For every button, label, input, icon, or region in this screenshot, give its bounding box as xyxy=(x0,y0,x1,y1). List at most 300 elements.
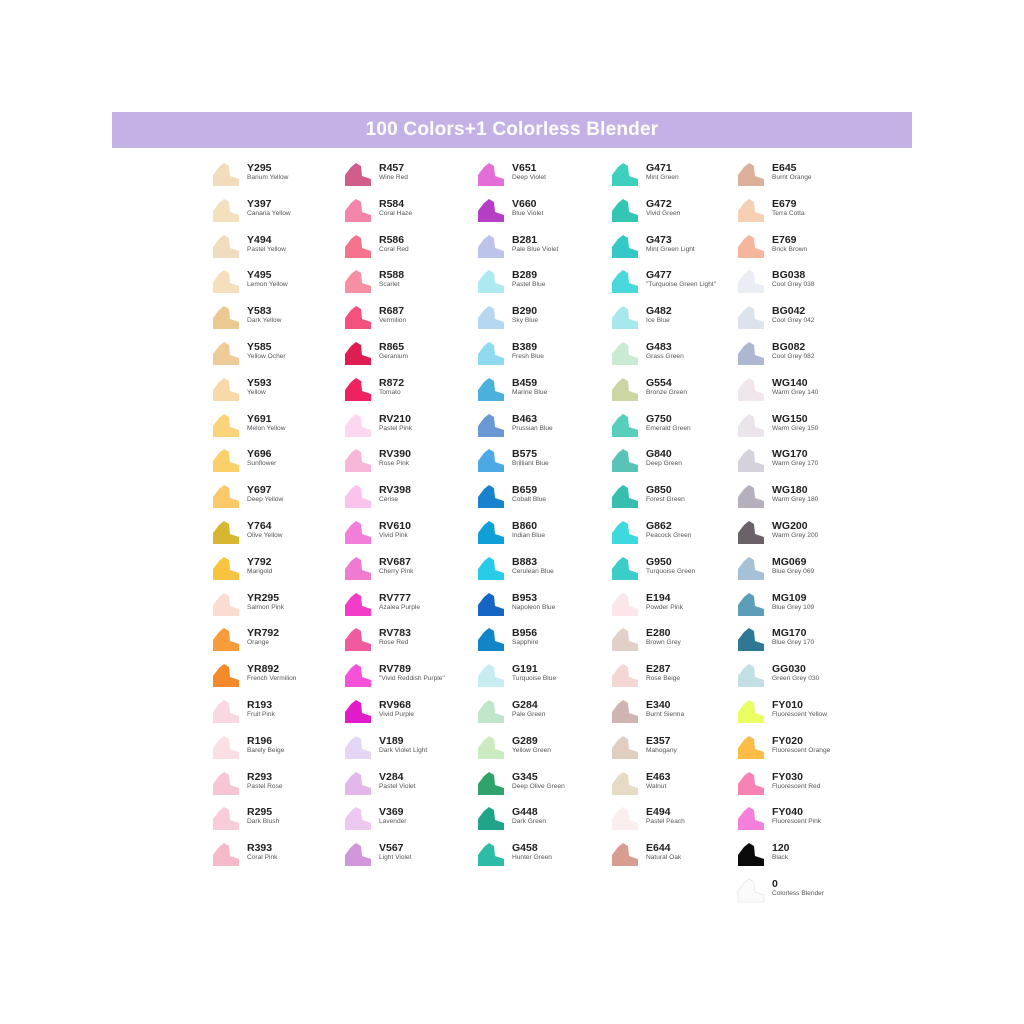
color-name: Turquoise Blue xyxy=(512,675,557,683)
marker-tip-icon xyxy=(477,484,505,510)
color-code: E463 xyxy=(646,770,671,783)
marker-tip-icon xyxy=(611,842,639,868)
color-code: Y792 xyxy=(247,555,272,568)
marker-tip-icon xyxy=(477,663,505,689)
color-code: R393 xyxy=(247,842,273,855)
marker-tip-icon xyxy=(212,663,240,689)
color-name: Natural Oak xyxy=(646,854,682,862)
color-code: R872 xyxy=(379,376,405,389)
color-name: Deep Violet xyxy=(512,174,546,181)
marker-tip-icon xyxy=(611,162,639,188)
marker-tip-icon xyxy=(611,735,639,761)
color-code: E679 xyxy=(772,197,797,210)
color-name: Pastel Blue xyxy=(512,281,546,289)
color-name: Hunter Green xyxy=(512,854,552,862)
color-name: Vermilion xyxy=(379,317,407,325)
color-name: Fluorescent Orange xyxy=(772,746,831,754)
marker-tip-icon xyxy=(212,771,240,797)
marker-tip-icon xyxy=(477,448,505,474)
color-name: Dark Violet Light xyxy=(379,746,428,754)
color-code: G554 xyxy=(646,376,672,389)
color-code: Y691 xyxy=(247,412,272,425)
marker-tip-icon xyxy=(212,162,240,188)
marker-tip-icon xyxy=(611,341,639,367)
color-name: Rose Beige xyxy=(646,675,681,683)
marker-tip-icon xyxy=(477,269,505,295)
color-name: Brown Grey xyxy=(646,639,681,647)
color-name: Vivid Green xyxy=(646,209,681,217)
marker-tip-icon xyxy=(212,234,240,260)
marker-tip-icon xyxy=(344,520,372,546)
color-code: B953 xyxy=(512,591,538,604)
color-name: Colorless Blender xyxy=(772,890,825,897)
color-code: V567 xyxy=(379,842,404,855)
color-name: Barium Yellow xyxy=(247,174,289,181)
color-code: B463 xyxy=(512,412,538,425)
color-name: Marine Blue xyxy=(512,388,548,396)
header-banner xyxy=(112,112,912,148)
color-name: Orange xyxy=(247,639,269,647)
color-name: Blue Grey 109 xyxy=(772,603,815,611)
marker-tip-icon xyxy=(477,699,505,725)
color-code: RV398 xyxy=(379,484,411,497)
color-name: Warm Grey 200 xyxy=(772,532,819,539)
color-code: G284 xyxy=(512,699,538,711)
color-code: G191 xyxy=(512,663,538,676)
color-name: Vivid Purple xyxy=(379,711,415,718)
color-code: FY030 xyxy=(772,770,803,783)
color-swatch xyxy=(737,735,937,765)
color-name: Geranium xyxy=(379,353,408,360)
marker-tip-icon xyxy=(611,699,639,725)
color-code: B956 xyxy=(512,627,538,640)
marker-tip-icon xyxy=(212,842,240,868)
marker-tip-icon xyxy=(344,234,372,260)
color-name: Olive Yellow xyxy=(247,532,283,539)
marker-tip-icon xyxy=(737,806,765,832)
color-code: V189 xyxy=(379,734,404,747)
color-name: Warm Grey 140 xyxy=(772,388,819,396)
color-name: Deep Olive Green xyxy=(512,782,565,790)
color-name: Scarlet xyxy=(379,281,400,289)
marker-tip-icon xyxy=(344,735,372,761)
color-code: B659 xyxy=(512,484,538,497)
marker-tip-icon xyxy=(344,484,372,510)
color-code: G950 xyxy=(646,555,672,568)
marker-tip-icon xyxy=(477,341,505,367)
color-name: Dark Green xyxy=(512,818,547,826)
marker-tip-icon xyxy=(344,771,372,797)
color-name: Fruit Pink xyxy=(247,711,275,718)
color-code: B459 xyxy=(512,376,538,389)
color-name: Cool Grey 042 xyxy=(772,317,815,325)
color-code: E280 xyxy=(646,627,671,640)
color-name: French Vermilion xyxy=(247,675,297,683)
color-swatch xyxy=(737,627,937,657)
marker-tip-icon xyxy=(212,413,240,439)
marker-tip-icon xyxy=(344,663,372,689)
color-code: R687 xyxy=(379,305,405,318)
color-code: BG038 xyxy=(772,269,806,282)
color-name: Fluorescent Yellow xyxy=(772,711,827,718)
color-name: Lavender xyxy=(379,818,407,826)
marker-tip-icon xyxy=(611,806,639,832)
marker-tip-icon xyxy=(344,842,372,868)
color-name: Grass Green xyxy=(646,353,684,360)
color-code: WG140 xyxy=(772,376,808,389)
color-name: Pastel Yellow xyxy=(247,245,286,253)
color-swatch xyxy=(737,556,937,586)
marker-tip-icon xyxy=(737,234,765,260)
color-code: 120 xyxy=(772,842,790,855)
marker-tip-icon xyxy=(344,592,372,618)
marker-tip-icon xyxy=(611,234,639,260)
color-swatch xyxy=(737,234,937,264)
color-name: Pastel Rose xyxy=(247,782,283,790)
color-name: Sunflower xyxy=(247,460,277,468)
color-name: Emerald Green xyxy=(646,424,691,432)
color-code: E287 xyxy=(646,663,671,676)
marker-tip-icon xyxy=(477,413,505,439)
marker-tip-icon xyxy=(477,556,505,582)
color-code: G471 xyxy=(646,162,672,174)
color-name: Rose Red xyxy=(379,639,409,647)
color-name: Dark Blush xyxy=(247,818,280,826)
color-name: Warm Grey 150 xyxy=(772,424,819,432)
color-code: B389 xyxy=(512,341,538,353)
color-code: Y295 xyxy=(247,162,272,174)
color-name: Cherry Pink xyxy=(379,567,414,575)
marker-tip-icon xyxy=(477,234,505,260)
color-name: Rose Pink xyxy=(379,460,410,468)
color-name: Black xyxy=(772,854,789,862)
marker-tip-icon xyxy=(737,377,765,403)
marker-tip-icon xyxy=(611,305,639,331)
color-name: Barely Beige xyxy=(247,746,285,754)
color-name: Napoleon Blue xyxy=(512,603,556,611)
color-code: E194 xyxy=(646,591,671,604)
color-code: Y585 xyxy=(247,341,272,353)
color-name: Peacock Green xyxy=(646,532,692,539)
color-code: G840 xyxy=(646,448,672,461)
color-code: G345 xyxy=(512,770,538,783)
color-code: BG082 xyxy=(772,341,806,353)
color-swatch xyxy=(737,592,937,622)
marker-tip-icon xyxy=(477,377,505,403)
color-code: Y593 xyxy=(247,376,272,389)
color-name: Bronze Green xyxy=(646,388,688,396)
color-code: R193 xyxy=(247,699,273,711)
color-name: Cobalt Blue xyxy=(512,496,547,504)
marker-tip-icon xyxy=(737,484,765,510)
color-code: B575 xyxy=(512,448,538,461)
marker-tip-icon xyxy=(737,341,765,367)
marker-tip-icon xyxy=(611,269,639,295)
color-name: Deep Yellow xyxy=(247,496,284,504)
color-swatch xyxy=(737,162,937,192)
marker-tip-icon xyxy=(344,269,372,295)
color-swatch xyxy=(737,377,937,407)
color-name: Deep Green xyxy=(646,460,682,468)
color-name: Burnt Orange xyxy=(772,174,812,181)
color-code: G472 xyxy=(646,197,672,210)
color-swatch xyxy=(737,699,937,729)
color-name: Indian Blue xyxy=(512,532,545,539)
color-code: Y495 xyxy=(247,269,272,282)
color-name: Burnt Sienna xyxy=(646,711,685,718)
color-name: "Vivid Reddish Purple" xyxy=(379,675,445,683)
color-code: RV610 xyxy=(379,520,411,532)
color-name: Pastel Violet xyxy=(379,782,416,790)
color-code: G750 xyxy=(646,412,672,425)
color-name: Mint Green Light xyxy=(646,245,695,253)
color-name: Salmon Pink xyxy=(247,603,285,611)
color-name: Fluorescent Red xyxy=(772,782,821,790)
marker-tip-icon xyxy=(477,806,505,832)
color-name: Blue Grey 069 xyxy=(772,567,815,575)
marker-tip-icon xyxy=(737,520,765,546)
marker-tip-icon xyxy=(212,556,240,582)
marker-tip-icon xyxy=(344,627,372,653)
color-code: RV687 xyxy=(379,555,411,568)
marker-tip-icon xyxy=(212,448,240,474)
marker-tip-icon xyxy=(212,735,240,761)
color-name: Coral Red xyxy=(379,245,409,253)
color-code: E340 xyxy=(646,699,671,711)
color-code: RV390 xyxy=(379,448,411,461)
color-code: Y494 xyxy=(247,233,272,246)
marker-tip-icon xyxy=(737,592,765,618)
color-name: Pastel Pink xyxy=(379,424,412,432)
marker-tip-icon xyxy=(737,413,765,439)
marker-tip-icon xyxy=(344,198,372,224)
color-code: G289 xyxy=(512,734,538,747)
marker-tip-icon xyxy=(477,520,505,546)
color-name: Azalea Purple xyxy=(379,603,421,611)
color-code: B290 xyxy=(512,305,538,318)
page-title: 100 Colors+1 Colorless Blender xyxy=(365,119,659,140)
marker-tip-icon xyxy=(611,663,639,689)
color-code: B860 xyxy=(512,520,538,532)
marker-tip-icon xyxy=(737,771,765,797)
color-name: Pale Green xyxy=(512,711,546,718)
color-name: Mint Green xyxy=(646,174,679,181)
marker-tip-icon xyxy=(212,592,240,618)
marker-tip-icon xyxy=(737,305,765,331)
marker-tip-icon xyxy=(212,806,240,832)
marker-tip-icon xyxy=(477,842,505,868)
color-name: Warm Grey 170 xyxy=(772,460,819,468)
marker-tip-icon xyxy=(212,269,240,295)
color-name: Green Grey 030 xyxy=(772,675,820,683)
color-name: Brick Brown xyxy=(772,245,808,253)
color-swatch xyxy=(737,341,937,371)
color-swatch xyxy=(737,806,937,836)
color-code: G862 xyxy=(646,520,672,532)
color-name: Cerise xyxy=(379,496,399,504)
marker-tip-icon xyxy=(737,735,765,761)
color-code: V284 xyxy=(379,770,404,783)
marker-tip-icon xyxy=(611,771,639,797)
color-name: Fluorescent Pink xyxy=(772,818,822,826)
marker-tip-icon xyxy=(212,305,240,331)
color-name: Cool Grey 082 xyxy=(772,353,815,360)
color-code: Y696 xyxy=(247,448,272,461)
color-name: Powder Pink xyxy=(646,603,684,611)
color-code: RV783 xyxy=(379,627,411,640)
color-code: Y583 xyxy=(247,305,272,318)
marker-tip-icon xyxy=(611,413,639,439)
marker-tip-icon xyxy=(344,699,372,725)
marker-tip-icon xyxy=(737,663,765,689)
color-name: "Turquoise Green Light" xyxy=(646,281,717,289)
marker-tip-icon xyxy=(344,377,372,403)
marker-tip-icon xyxy=(212,198,240,224)
marker-tip-icon xyxy=(611,556,639,582)
color-name: Pastel Peach xyxy=(646,818,685,826)
color-code: G448 xyxy=(512,806,538,819)
color-name: Sapphire xyxy=(512,639,539,647)
color-code: R588 xyxy=(379,269,405,282)
marker-tip-icon xyxy=(477,198,505,224)
marker-tip-icon xyxy=(477,305,505,331)
color-code: E645 xyxy=(772,162,797,174)
marker-tip-icon xyxy=(611,520,639,546)
marker-tip-icon xyxy=(344,162,372,188)
color-name: Cool Grey 038 xyxy=(772,281,815,289)
marker-tip-icon xyxy=(477,771,505,797)
color-name: Coral Haze xyxy=(379,209,412,217)
color-code: R865 xyxy=(379,341,405,353)
color-code: WG200 xyxy=(772,520,808,532)
color-code: RV789 xyxy=(379,663,411,676)
color-name: Turquoise Green xyxy=(646,567,696,575)
color-swatch xyxy=(737,305,937,335)
color-code: R293 xyxy=(247,770,273,783)
color-name: Yellow Ocher xyxy=(247,353,286,360)
color-swatch xyxy=(737,413,937,443)
color-swatch xyxy=(737,198,937,228)
marker-tip-icon xyxy=(344,305,372,331)
color-code: R457 xyxy=(379,162,405,174)
marker-tip-icon xyxy=(737,699,765,725)
color-code: RV777 xyxy=(379,591,411,604)
marker-tip-icon xyxy=(737,269,765,295)
marker-tip-icon xyxy=(737,878,765,904)
color-name: Marigold xyxy=(247,567,273,575)
color-name: Ice Blue xyxy=(646,317,670,325)
marker-tip-icon xyxy=(611,377,639,403)
color-code: FY020 xyxy=(772,734,803,747)
marker-tip-icon xyxy=(344,556,372,582)
marker-tip-icon xyxy=(212,377,240,403)
marker-tip-icon xyxy=(477,627,505,653)
color-name: Prussian Blue xyxy=(512,424,553,432)
color-swatch xyxy=(737,269,937,299)
color-name: Light Violet xyxy=(379,854,412,862)
color-name: Canaria Yellow xyxy=(247,209,291,217)
color-name: Warm Grey 180 xyxy=(772,496,819,504)
marker-tip-icon xyxy=(344,806,372,832)
color-code: V660 xyxy=(512,197,537,210)
color-code: G477 xyxy=(646,269,672,282)
marker-tip-icon xyxy=(737,556,765,582)
color-code: R196 xyxy=(247,734,273,747)
marker-tip-icon xyxy=(344,448,372,474)
marker-tip-icon xyxy=(737,198,765,224)
color-code: R584 xyxy=(379,197,405,210)
color-swatch xyxy=(737,448,937,478)
color-code: G483 xyxy=(646,341,672,353)
color-name: Vivid Pink xyxy=(379,532,408,539)
color-name: Dark Yellow xyxy=(247,317,282,325)
marker-tip-icon xyxy=(344,413,372,439)
color-code: WG150 xyxy=(772,412,808,425)
color-name: Brilliant Blue xyxy=(512,460,549,468)
marker-tip-icon xyxy=(477,162,505,188)
color-code: Y764 xyxy=(247,520,272,532)
color-name: Yellow xyxy=(247,388,266,396)
color-code: E769 xyxy=(772,233,797,246)
color-name: Pale Blue Violet xyxy=(512,245,559,253)
color-code: YR295 xyxy=(247,591,280,604)
marker-tip-icon xyxy=(477,592,505,618)
marker-tip-icon xyxy=(737,162,765,188)
marker-tip-icon xyxy=(477,735,505,761)
color-name: Melon Yellow xyxy=(247,424,286,432)
color-swatch xyxy=(737,842,937,872)
color-code: RV210 xyxy=(379,412,411,425)
color-code: Y697 xyxy=(247,484,272,497)
color-swatch xyxy=(737,484,937,514)
color-code: E494 xyxy=(646,806,671,819)
color-code: G458 xyxy=(512,842,538,855)
marker-tip-icon xyxy=(344,341,372,367)
color-name: Blue Grey 170 xyxy=(772,639,815,647)
color-code: YR792 xyxy=(247,627,280,640)
color-code: G482 xyxy=(646,305,672,318)
marker-tip-icon xyxy=(611,448,639,474)
color-code: GG030 xyxy=(772,663,806,676)
color-code: RV968 xyxy=(379,699,411,711)
marker-tip-icon xyxy=(212,520,240,546)
color-swatch xyxy=(737,520,937,550)
color-code: B281 xyxy=(512,233,538,246)
color-code: B883 xyxy=(512,555,538,568)
color-name: Forest Green xyxy=(646,496,685,504)
color-code: 0 xyxy=(772,878,778,890)
color-name: Sky Blue xyxy=(512,317,539,325)
color-name: Cerulean Blue xyxy=(512,567,554,575)
color-name: Mahogany xyxy=(646,746,677,754)
marker-tip-icon xyxy=(611,198,639,224)
color-code: E357 xyxy=(646,734,671,747)
color-name: Fresh Blue xyxy=(512,353,544,360)
color-name: Terra Cotta xyxy=(772,209,805,217)
color-code: FY010 xyxy=(772,699,803,711)
color-name: Yellow Green xyxy=(512,746,551,754)
color-code: MG170 xyxy=(772,627,807,640)
color-code: YR892 xyxy=(247,663,280,676)
marker-tip-icon xyxy=(611,484,639,510)
color-code: BG042 xyxy=(772,305,806,318)
color-code: V369 xyxy=(379,806,404,819)
marker-tip-icon xyxy=(611,592,639,618)
color-code: B289 xyxy=(512,269,538,282)
color-code: WG170 xyxy=(772,448,808,461)
marker-tip-icon xyxy=(212,341,240,367)
marker-tip-icon xyxy=(212,484,240,510)
